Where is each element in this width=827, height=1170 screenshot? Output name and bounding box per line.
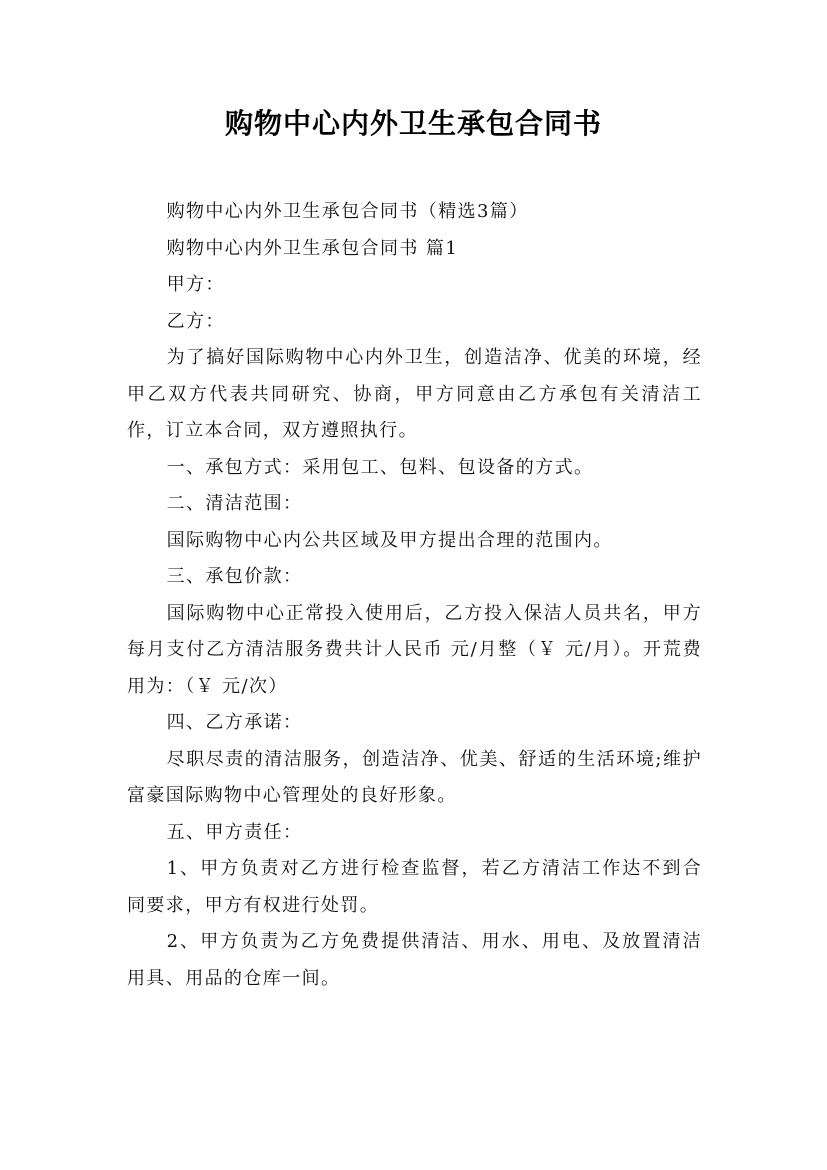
paragraph-clause-1: 一、承包方式：采用包工、包料、包设备的方式。 (166, 456, 594, 478)
paragraph-clause-2-heading: 二、清洁范围： (166, 493, 303, 514)
paragraph-clause-3-body: 国际购物中心正常投入使用后，乙方投入保洁人员共名，甲方每月支付乙方清洁服务费共计人民币 元/月整（￥ 元/月）。开荒费用为：（￥ 元/次） (127, 602, 702, 697)
paragraph-party-a: 甲方： (166, 274, 225, 295)
paragraph-clause-4-heading: 四、乙方承诺： (166, 712, 303, 733)
paragraph-subtitle: 购物中心内外卫生承包合同书（精选3篇） (166, 201, 529, 222)
paragraph-clause-3-heading: 三、承包价款： (166, 566, 303, 587)
paragraph-clause-5-item-2: 2、甲方负责为乙方免费提供清洁、用水、用电、及放置清洁用具、用品的仓库一间。 (127, 931, 702, 989)
document-body (127, 194, 702, 997)
paragraph-clause-5-item-1: 1、甲方负责对乙方进行检查监督，若乙方清洁工作达不到合同要求，甲方有权进行处罚。 (127, 858, 702, 916)
paragraph-clause-4-body: 尽职尽责的清洁服务，创造洁净、优美、舒适的生活环境;维护富豪国际购物中心管理处的良好形象。 (127, 748, 702, 806)
paragraph-party-b: 乙方： (166, 310, 225, 332)
paragraph-section-heading: 购物中心内外卫生承包合同书 篇1 (166, 237, 459, 259)
paragraph-clause-5-heading: 五、甲方责任： (166, 821, 303, 843)
document-title: 购物中心内外卫生承包合同书 (224, 107, 602, 140)
paragraph-clause-2-body: 国际购物中心内公共区域及甲方提出合理的范围内。 (166, 529, 613, 551)
paragraph-intro: 为了搞好国际购物中心内外卫生，创造洁净、优美的环境，经甲乙双方代表共同研究、协商，甲方同意由乙方承包有关清洁工作，订立本合同，双方遵照执行。 (127, 347, 702, 441)
